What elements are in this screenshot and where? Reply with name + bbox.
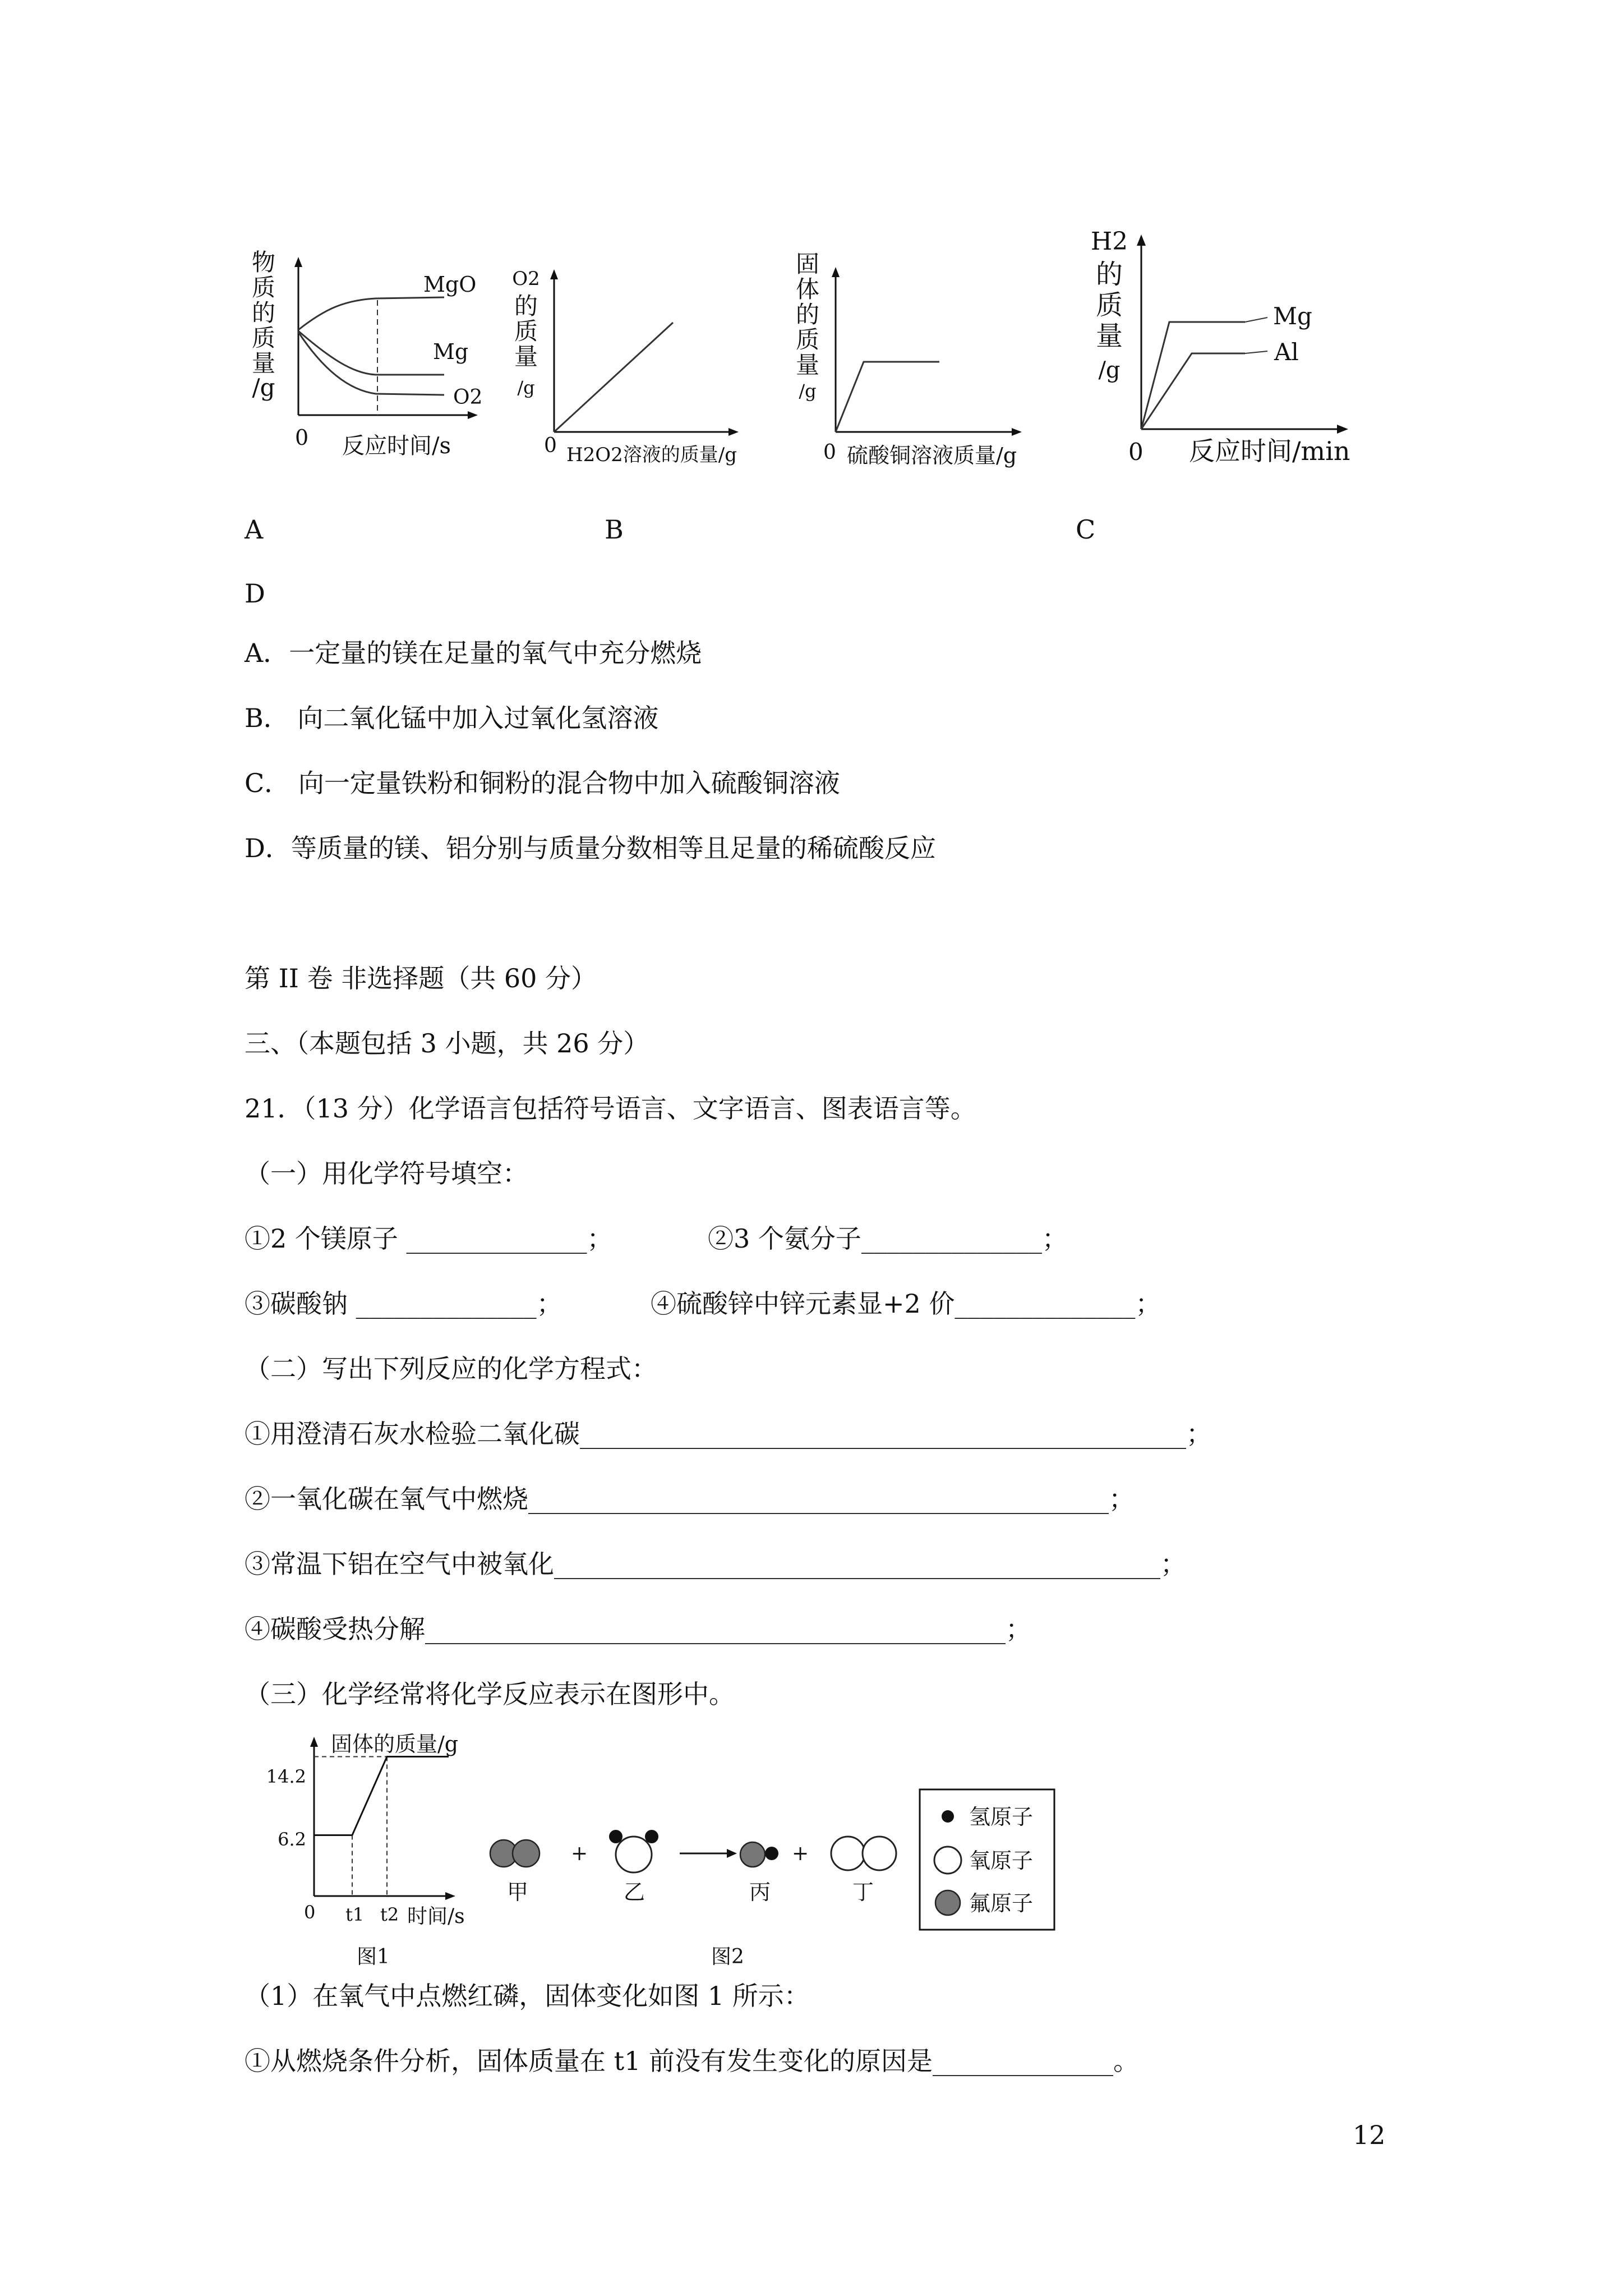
option-d-text: D．等质量的镁、铝分别与质量分数相等且足量的稀硫酸反应 <box>245 833 936 863</box>
option-letter-c: C <box>1076 514 1096 545</box>
equation-item-4: ④碳酸受热分解_____________________________________________； <box>245 1614 1031 1644</box>
equation-item-2: ②一氧化碳在氧气中燃烧_____________________________________________； <box>245 1484 1135 1514</box>
graph-c-ylabel-char: 体 <box>795 275 820 303</box>
bing-fluorine-atom <box>740 1842 765 1867</box>
graph-a-ylabel <box>252 249 275 401</box>
graph-d-x-arrow <box>1337 425 1348 434</box>
graph-d <box>1077 219 1380 482</box>
graph-d-mg-leader <box>1245 318 1267 322</box>
graph-b-ylabel-char: 量 <box>514 343 538 370</box>
graph-a-ylabel-char: 的 <box>251 299 276 326</box>
subsection-1-title: （一）用化学符号填空： <box>245 1158 528 1189</box>
figure-1-ylabel: 固体的质量/g <box>331 1732 459 1756</box>
graph-c-origin: 0 <box>823 441 836 464</box>
yi-hydrogen-atom-1 <box>609 1830 623 1843</box>
option-a-text: A．一定量的镁在足量的氧气中充分燃烧 <box>245 638 702 668</box>
legend-hydrogen-icon <box>942 1810 954 1823</box>
graph-b <box>510 264 757 482</box>
graph-d-y-arrow <box>1137 234 1146 246</box>
question-1-item-1: ①从燃烧条件分析，固体质量在 t1 前没有发生变化的原因是______________。 <box>245 2046 1139 2076</box>
graph-c-ylabel-char: /g <box>799 380 817 402</box>
graph-a-origin: 0 <box>295 425 309 450</box>
graph-a-o2-curve <box>298 332 444 395</box>
option-letter-d: D <box>245 578 265 609</box>
graph-d-ylabel-top: H2 <box>1090 227 1128 256</box>
graph-a-ylabel-char: 量 <box>251 349 276 377</box>
option-b-text: B． 向二氧化锰中加入过氧化氢溶液 <box>245 703 659 733</box>
graph-a-y-arrow <box>294 257 302 267</box>
fill-item-2: ②3 个氨分子______________； <box>708 1223 1068 1254</box>
graph-b-y-arrow <box>550 269 558 279</box>
legend-fluorine-icon <box>935 1890 960 1915</box>
equation-item-1: ①用澄清石灰水检验二氧化碳_______________________________________________； <box>245 1419 1212 1449</box>
page-number: 12 <box>1353 2120 1386 2150</box>
label-bing: 丙 <box>749 1880 771 1904</box>
graph-d-label-mg: Mg <box>1273 302 1312 330</box>
graph-c-xlabel: 硫酸铜溶液质量/g <box>847 443 1017 468</box>
graph-a-xlabel: 反应时间/s <box>342 433 451 459</box>
plus-2: + <box>792 1842 809 1865</box>
figure-1-xlabel: 时间/s <box>407 1905 465 1928</box>
label-yi: 乙 <box>624 1880 645 1904</box>
graph-d-ylabel-char: /g <box>1098 357 1121 383</box>
figure-1-caption: 图1 <box>357 1945 390 1968</box>
subsection-3-title: （三）化学经常将化学反应表示在图形中。 <box>245 1679 735 1709</box>
label-jia: 甲 <box>507 1880 529 1904</box>
graph-d-al-leader <box>1245 351 1267 353</box>
graph-d-xlabel: 反应时间/min <box>1189 436 1350 466</box>
graph-c <box>780 247 1043 482</box>
graph-a-ylabel-char: 质 <box>251 324 276 352</box>
figure-1-xtick-t1: t1 <box>345 1904 365 1925</box>
option-c-text: C． 向一定量铁粉和铜粉的混合物中加入硫酸铜溶液 <box>245 768 840 798</box>
graph-b-line <box>554 323 673 432</box>
figure-1-origin: 0 <box>304 1902 316 1923</box>
graph-b-ylabel-char: 的 <box>514 292 538 320</box>
legend-oxygen-icon <box>934 1847 961 1874</box>
graph-a-label-mgo: MgO <box>423 272 477 297</box>
figure-1-y-arrow <box>310 1737 318 1747</box>
option-letter-a: A <box>245 514 264 545</box>
graph-c-ylabel-char: 量 <box>795 351 820 379</box>
graph-c-line <box>836 362 939 432</box>
graph-d-ylabel-char: 的 <box>1095 259 1123 290</box>
figure-2-caption: 图2 <box>711 1945 744 1968</box>
yi-hydrogen-atom-2 <box>645 1830 658 1843</box>
graph-a-ylabel-char: 质 <box>251 274 276 301</box>
fill-item-1: ①2 个镁原子 ______________； <box>245 1223 613 1254</box>
graph-a-ylabel-char: /g <box>252 374 275 401</box>
option-letter-b: B <box>605 514 624 545</box>
yi-oxygen-atom <box>616 1837 652 1872</box>
figure-2 <box>471 1784 1077 1975</box>
legend-fluorine-label: 氟原子 <box>969 1891 1034 1916</box>
bing-hydrogen-atom <box>765 1847 778 1860</box>
ding-atom-2 <box>863 1837 896 1870</box>
section-title: 第 II 卷 非选择题（共 60 分） <box>245 963 597 993</box>
label-ding: 丁 <box>852 1880 874 1904</box>
fill-item-3: ③碳酸钠 ______________； <box>245 1289 562 1319</box>
graph-a-mg-curve <box>298 331 444 375</box>
graph-b-ylabel-top: O2 <box>512 268 540 290</box>
graph-c-ylabel-char: 的 <box>795 301 820 328</box>
graph-a <box>247 247 494 482</box>
figure-1-xtick-t2: t2 <box>380 1904 399 1925</box>
graph-d-ylabel-char: 质 <box>1095 289 1123 321</box>
fill-item-4: ④硫酸锌中锌元素显+2 价______________； <box>651 1289 1161 1319</box>
graph-d-mg-line <box>1141 322 1245 429</box>
graph-b-ylabel-char: 质 <box>514 318 538 345</box>
figure-1-x-arrow <box>445 1892 455 1900</box>
figure-1-ytick-14-2: 14.2 <box>266 1766 306 1787</box>
graph-d-al-line <box>1141 353 1245 429</box>
figure-1-ytick-6-2: 6.2 <box>278 1829 306 1850</box>
graph-a-x-arrow <box>468 411 478 419</box>
graph-c-ylabel-char: 固 <box>795 250 820 278</box>
figure-1 <box>264 1728 499 1975</box>
part-title: 三、（本题包括 3 小题，共 26 分） <box>245 1028 649 1059</box>
subsection-2-title: （二）写出下列反应的化学方程式： <box>245 1354 657 1384</box>
graph-a-mgo-curve <box>298 297 444 330</box>
legend-hydrogen-label: 氢原子 <box>969 1805 1034 1829</box>
graph-d-ylabel-char: 量 <box>1095 320 1123 352</box>
graph-c-y-arrow <box>832 267 840 277</box>
graph-a-label-o2: O2 <box>453 386 483 409</box>
jia-atom-2 <box>513 1840 540 1867</box>
plus-1: + <box>571 1842 588 1865</box>
graph-d-origin: 0 <box>1128 438 1144 466</box>
legend-oxygen-label: 氧原子 <box>969 1848 1034 1873</box>
figure-1-line <box>314 1757 449 1835</box>
equation-item-3: ③常温下铝在空气中被氧化_______________________________________________； <box>245 1549 1186 1579</box>
graph-b-xlabel: H2O2溶液的质量/g <box>566 444 737 466</box>
graph-a-label-mg: Mg <box>433 339 469 364</box>
graph-b-x-arrow <box>728 428 739 436</box>
graph-b-ylabel-char: /g <box>517 377 535 398</box>
graph-d-label-al: Al <box>1274 338 1299 366</box>
graph-c-x-arrow <box>1012 428 1022 436</box>
graph-a-ylabel-char: 物 <box>251 249 276 276</box>
ding-atom-1 <box>831 1837 865 1870</box>
question-21-title: 21．（13 分）化学语言包括符号语言、文字语言、图表语言等。 <box>245 1093 976 1124</box>
figure-1-plot <box>314 1757 449 1897</box>
graph-c-ylabel-char: 质 <box>795 326 820 353</box>
question-1-title: （1）在氧气中点燃红磷，固体变化如图 1 所示： <box>245 1981 810 2011</box>
graph-b-origin: 0 <box>544 434 557 457</box>
reaction-arrow-head <box>727 1849 737 1858</box>
